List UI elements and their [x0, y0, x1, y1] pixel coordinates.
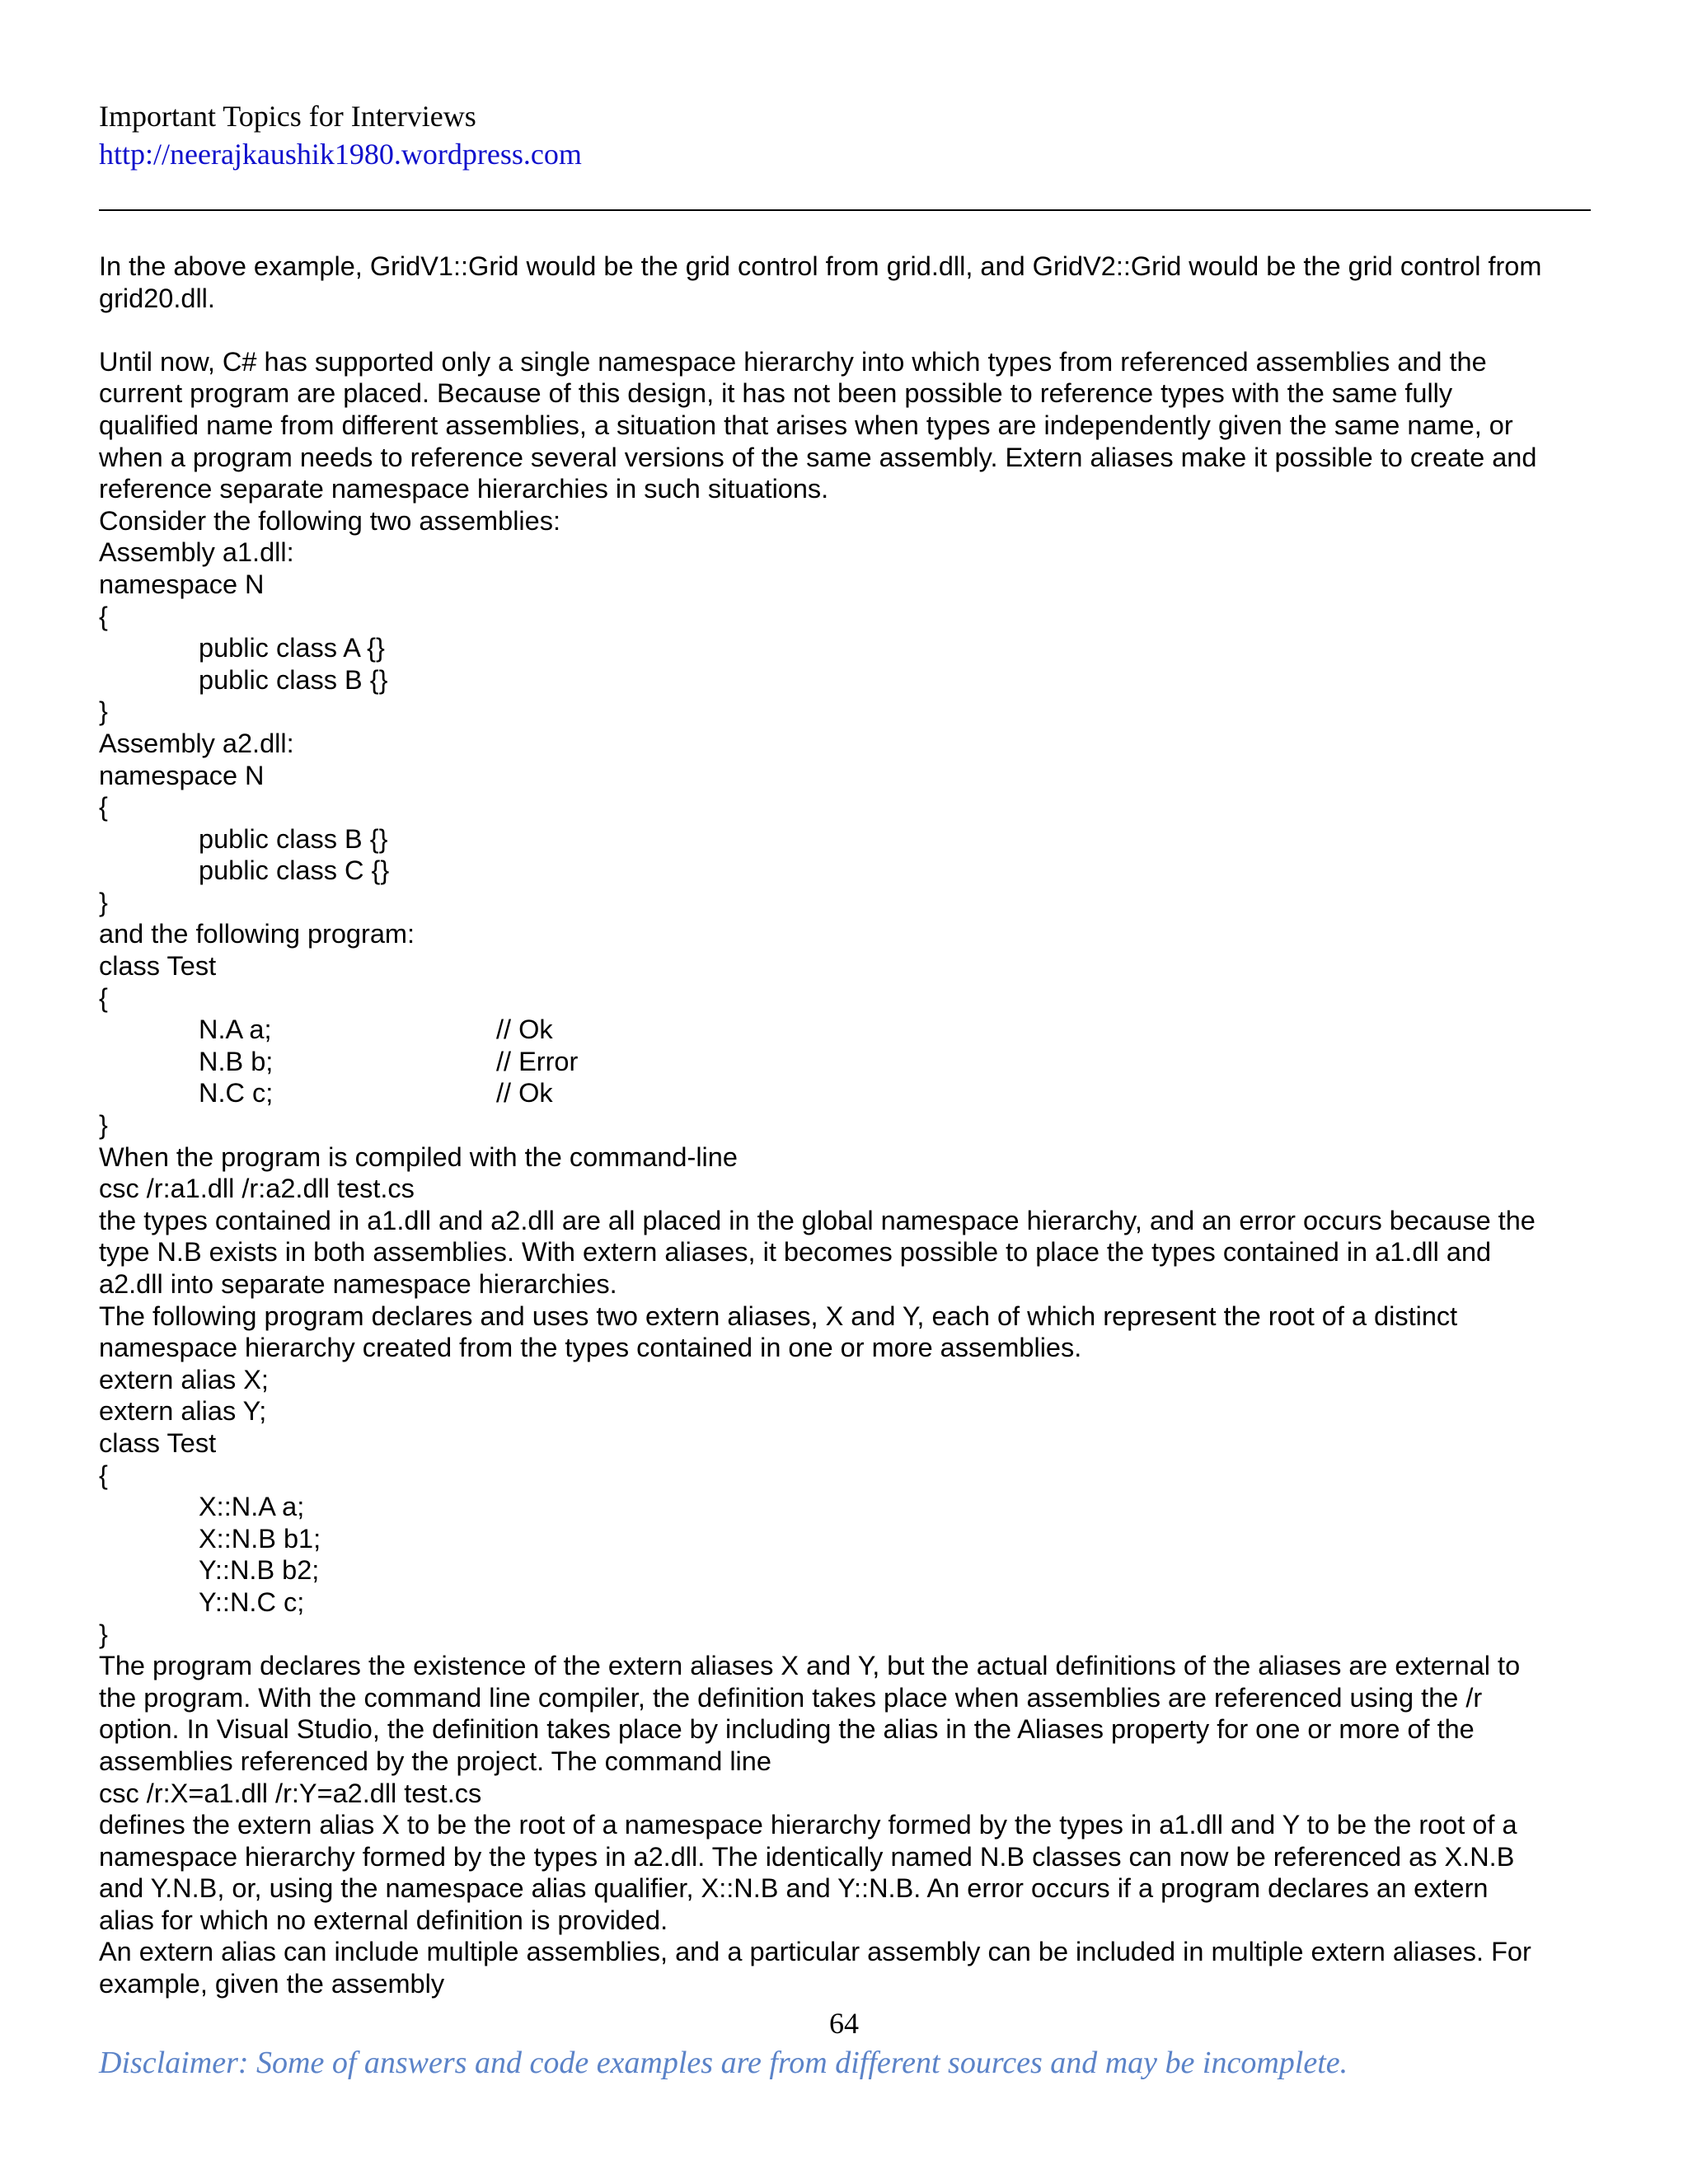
command-line: csc /r:X=a1.dll /r:Y=a2.dll test.cs — [99, 1778, 482, 1808]
command-line: csc /r:a1.dll /r:a2.dll test.cs — [99, 1174, 415, 1204]
code-comment: // Ok — [496, 1015, 553, 1045]
header-link[interactable]: http://neerajkaushik1980.wordpress.com — [99, 138, 582, 171]
code-block-test-header — [99, 887, 1595, 1014]
paragraph-gap — [99, 314, 1595, 346]
code-block-a1 — [99, 632, 1595, 696]
code-line: Assembly a2.dll: — [99, 728, 294, 758]
text-line: alias for which no external definition is provided. — [99, 1905, 668, 1935]
text-line: assemblies referenced by the project. The command line — [99, 1746, 771, 1776]
page-header — [99, 97, 1591, 173]
text-line: current program are placed. Because of this design, it has not been possible to reference types with the same fully — [99, 378, 1453, 409]
code-line: X::N.B b1; — [199, 1523, 321, 1554]
text-line: An extern alias can include multiple assemblies, and a particular assembly can be included in multiple extern aliases. For — [99, 1937, 1531, 1967]
code-line: public class A {} — [199, 633, 385, 663]
code-line: class Test — [99, 1427, 217, 1458]
text-line: namespace hierarchy created from the types contained in one or more assemblies. — [99, 1333, 1082, 1363]
text-line: When the program is compiled with the command-line — [99, 1141, 738, 1172]
text-line: the program. With the command line compiler, the definition takes place when assemblies are referenced using the /r — [99, 1682, 1483, 1713]
code-line: class Test — [99, 951, 217, 982]
code-statement: N.A a; — [199, 1015, 272, 1045]
code-row — [99, 1077, 1595, 1109]
code-line: public class C {} — [199, 855, 390, 886]
code-block-alias-members — [99, 1491, 1595, 1618]
code-line: Y::N.C c; — [199, 1586, 305, 1617]
code-row — [99, 1014, 1595, 1046]
text-line: type N.B exists in both assemblies. With extern aliases, it becomes possible to place the types contained in a1.dll and — [99, 1237, 1492, 1268]
code-line: } — [99, 1619, 108, 1649]
code-line: and the following program: — [99, 919, 415, 949]
text-line: option. In Visual Studio, the definition takes place by including the alias in the Aliases property for one or more of the — [99, 1714, 1475, 1745]
code-line: } — [99, 1110, 108, 1141]
text-line: a2.dll into separate namespace hierarchies. — [99, 1269, 617, 1299]
text-line: Consider the following two assemblies: — [99, 505, 560, 536]
code-line: namespace N — [99, 569, 265, 599]
paragraph-extern-intro — [99, 346, 1595, 632]
code-line: extern alias X; — [99, 1364, 269, 1394]
code-line: } — [99, 696, 108, 727]
header-title: Important Topics for Interviews — [99, 100, 476, 133]
text-line: defines the extern alias X to be the root of a namespace hierarchy formed by the types in a1.dll and Y to be the root of a — [99, 1810, 1517, 1840]
code-line: Y::N.B b2; — [199, 1555, 320, 1586]
paragraph-compile-explanation — [99, 1109, 1595, 1491]
code-comment: // Error — [496, 1046, 579, 1076]
text-line: qualified name from different assemblies, a situation that arises when types are independently given the same name, or — [99, 410, 1513, 440]
paragraph-grid-example — [99, 251, 1595, 314]
code-line: { — [99, 601, 108, 631]
page-number: 64 — [829, 2007, 859, 2040]
code-line: public class B {} — [199, 664, 388, 695]
code-block-test-members — [99, 1014, 1595, 1109]
code-block-a2 — [99, 823, 1595, 887]
code-line: X::N.A a; — [199, 1492, 305, 1522]
code-line: { — [99, 982, 108, 1013]
text-line: The program declares the existence of the extern aliases X and Y, but the actual definitions of the aliases are external to — [99, 1651, 1521, 1681]
code-line: Assembly a1.dll: — [99, 537, 294, 568]
code-line: public class B {} — [199, 823, 388, 854]
text-line: and Y.N.B, or, using the namespace alias qualifier, X::N.B and Y::N.B. An error occurs if a program declares an extern — [99, 1873, 1489, 1904]
code-line: extern alias Y; — [99, 1396, 267, 1427]
text-line: when a program needs to reference several versions of the same assembly. Extern aliases make it possible to create and — [99, 442, 1537, 472]
footer-disclaimer: Disclaimer: Some of answers and code examples are from different sources and may be incomplete. — [99, 2046, 1348, 2080]
code-block-a2-header — [99, 696, 1595, 823]
code-line: { — [99, 792, 108, 823]
code-comment: // Ok — [496, 1078, 553, 1108]
code-line: namespace N — [99, 760, 265, 790]
text-line: In the above example, GridV1::Grid would be the grid control from grid.dll, and GridV2::Grid would be the grid control from — [99, 251, 1542, 281]
text-line: The following program declares and uses two extern aliases, X and Y, each of which represent the root of a distinct — [99, 1301, 1458, 1331]
text-line: namespace hierarchy formed by the types in a2.dll. The identically named N.B classes can now be referenced as X.N.B — [99, 1841, 1515, 1872]
code-statement: N.C c; — [199, 1078, 274, 1108]
code-line: { — [99, 1460, 108, 1490]
code-row — [99, 1046, 1595, 1078]
text-line: grid20.dll. — [99, 283, 215, 313]
text-line: reference separate namespace hierarchies in such situations. — [99, 474, 829, 504]
text-line: Until now, C# has supported only a single namespace hierarchy into which types from referenced assemblies and the — [99, 346, 1487, 377]
code-statement: N.B b; — [199, 1046, 274, 1076]
header-divider — [99, 209, 1591, 211]
paragraph-alias-definitions — [99, 1619, 1595, 2000]
text-line: the types contained in a1.dll and a2.dll are all placed in the global namespace hierarchy, and an error occurs because the — [99, 1205, 1536, 1235]
page-body — [99, 251, 1595, 2000]
code-line: } — [99, 887, 108, 917]
text-line: example, given the assembly — [99, 1969, 445, 1999]
